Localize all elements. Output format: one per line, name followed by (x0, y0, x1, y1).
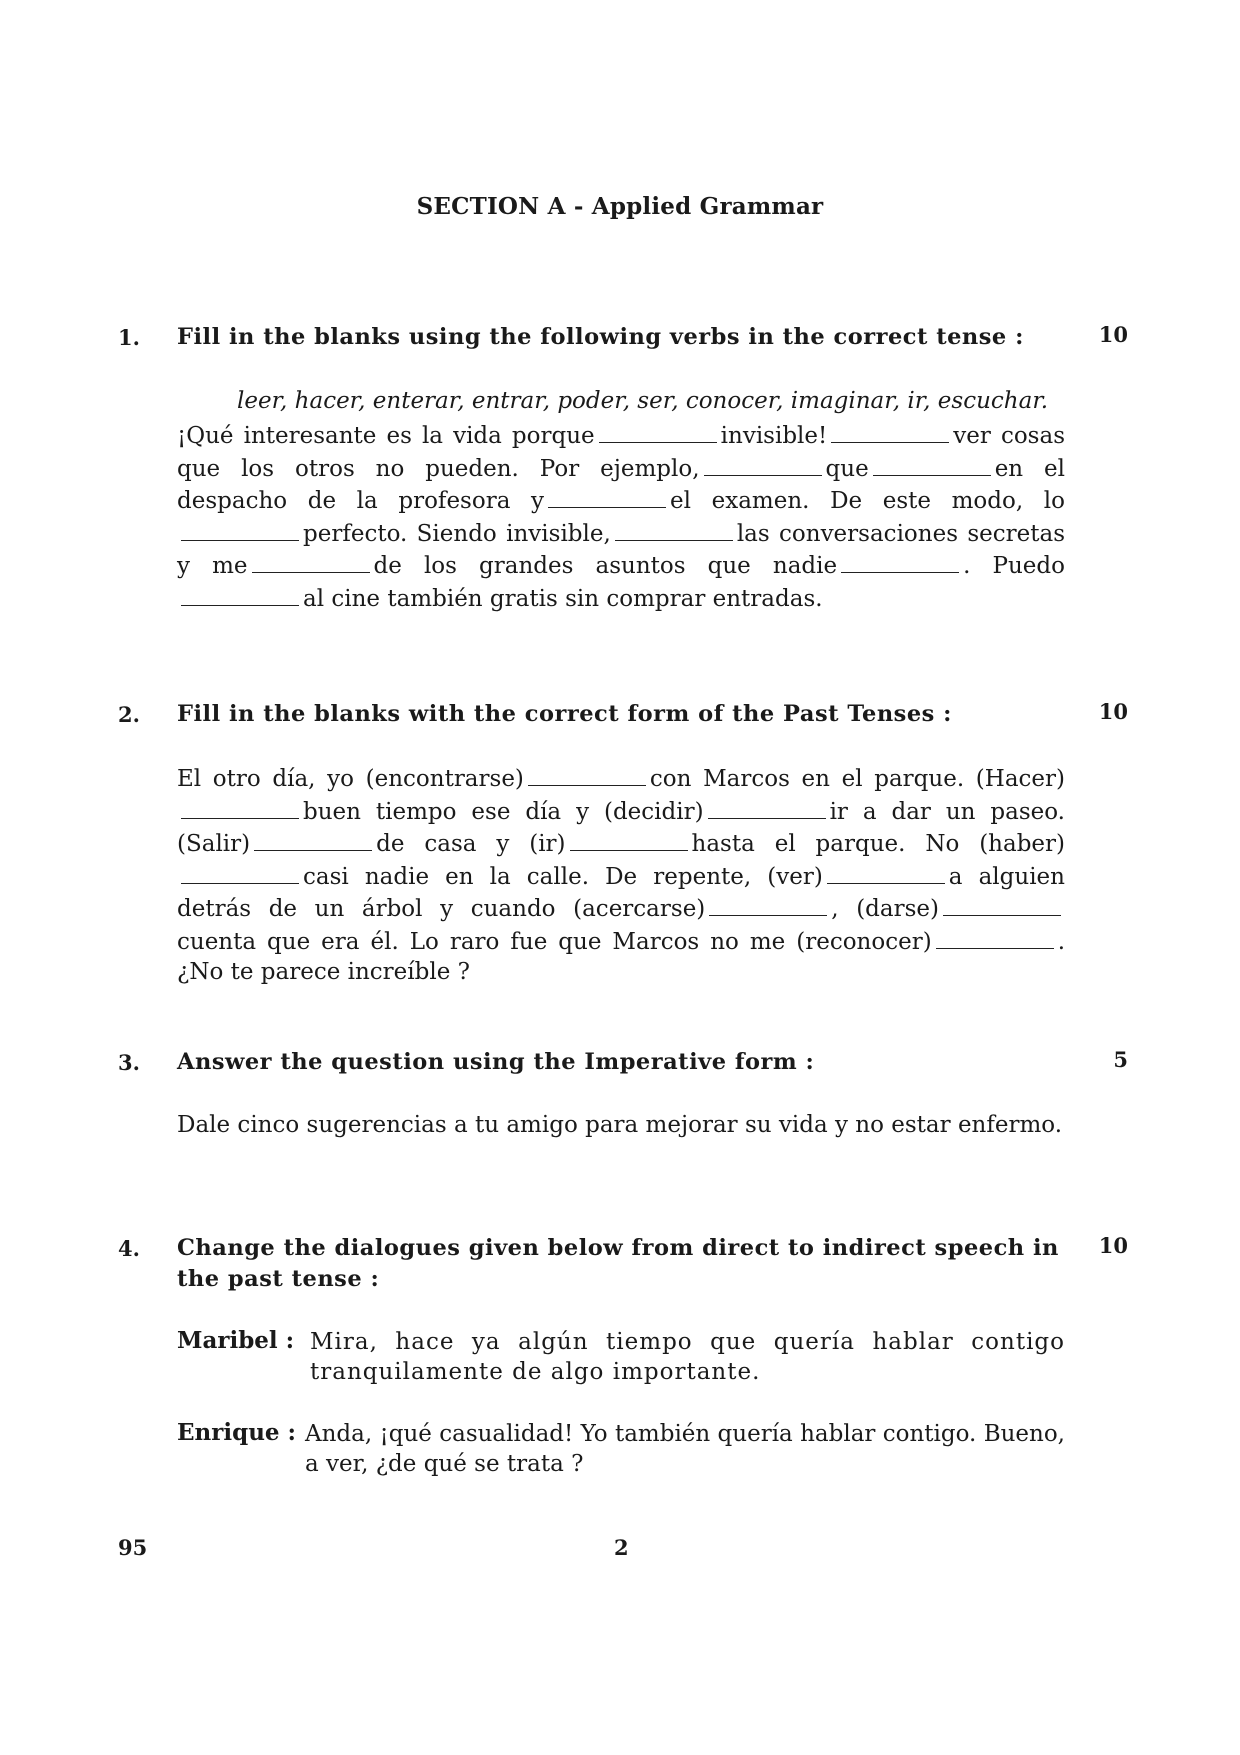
blank (827, 860, 945, 884)
blank (709, 892, 827, 916)
blank (873, 452, 991, 476)
question-4-number: 4. (118, 1236, 140, 1261)
question-2-marks: 10 (1098, 699, 1128, 724)
blank (252, 549, 370, 573)
blank (708, 795, 826, 819)
blank (181, 860, 299, 884)
question-2-number: 2. (118, 702, 140, 727)
question-4-title: Change the dialogues given below from direct to indirect speech in the past tense : (177, 1235, 1059, 1292)
blank (841, 549, 959, 573)
question-3-number: 3. (118, 1050, 140, 1075)
question-1-number: 1. (118, 325, 140, 350)
question-3-prompt: Dale cinco sugerencias a tu amigo para mejorar su vida y no estar enfermo. (177, 1112, 1063, 1138)
question-1-verb-list: leer, hacer, enterar, entrar, poder, ser, conocer, imaginar, ir, escuchar. (237, 388, 1049, 414)
section-title: SECTION A - Applied Grammar (416, 193, 824, 220)
blank (831, 419, 949, 443)
question-2-passage: El otro día, yo (encontrarse) con Marcos en el parque. (Hacer)buen tiempo ese día y (decidir) ir a dar un paseo. (Salir) de casa y (ir) hasta el parque. No (haber)casi nadie en la calle. De repente, (ver) a alguien detrás de un árbol y cuando (acercarse) , (darse)cuenta que era él. Lo raro fue que Marcos no me (reconocer) . ¿No te parece increíble ? (177, 762, 1065, 988)
dialogue-2-speaker: Enrique : (177, 1419, 297, 1446)
question-3-title: Answer the question using the Imperative form : (177, 1049, 815, 1075)
question-1-marks: 10 (1098, 322, 1128, 347)
blank (254, 827, 372, 851)
question-2-title: Fill in the blanks with the correct form of the Past Tenses : (177, 701, 952, 727)
question-4-marks: 10 (1098, 1233, 1128, 1258)
blank (599, 419, 717, 443)
question-1-title: Fill in the blanks using the following verbs in the correct tense : (177, 324, 1024, 350)
blank (943, 892, 1061, 916)
dialogue-2-text: Anda, ¡qué casualidad! Yo también quería hablar contigo. Bueno, a ver, ¿de qué se trata ? (305, 1421, 1065, 1477)
paper-code: 95 (118, 1535, 148, 1560)
dialogue-1-speaker: Maribel : (177, 1327, 295, 1354)
blank (936, 925, 1054, 949)
page-number: 2 (614, 1535, 629, 1560)
blank (528, 762, 646, 786)
blank (548, 484, 666, 508)
question-3-marks: 5 (1113, 1047, 1128, 1072)
question-1-passage: ¡Qué interesante es la vida porque invisible! ver cosas que los otros no pueden. Por ejemplo, que en el despacho de la profesora y el examen. De este modo, loperfecto. Siendo invisible, las conversaciones secretas y me de los grandes asuntos que nadie . Puedoal cine también gratis sin comprar entradas. (177, 419, 1065, 614)
dialogue-1-text: Mira, hace ya algún tiempo que quería hablar contigo tranquilamente de algo importante. (310, 1329, 1065, 1385)
blank (181, 795, 299, 819)
blank (570, 827, 688, 851)
blank (704, 452, 822, 476)
blank (615, 517, 733, 541)
blank (181, 582, 299, 606)
blank (181, 517, 299, 541)
